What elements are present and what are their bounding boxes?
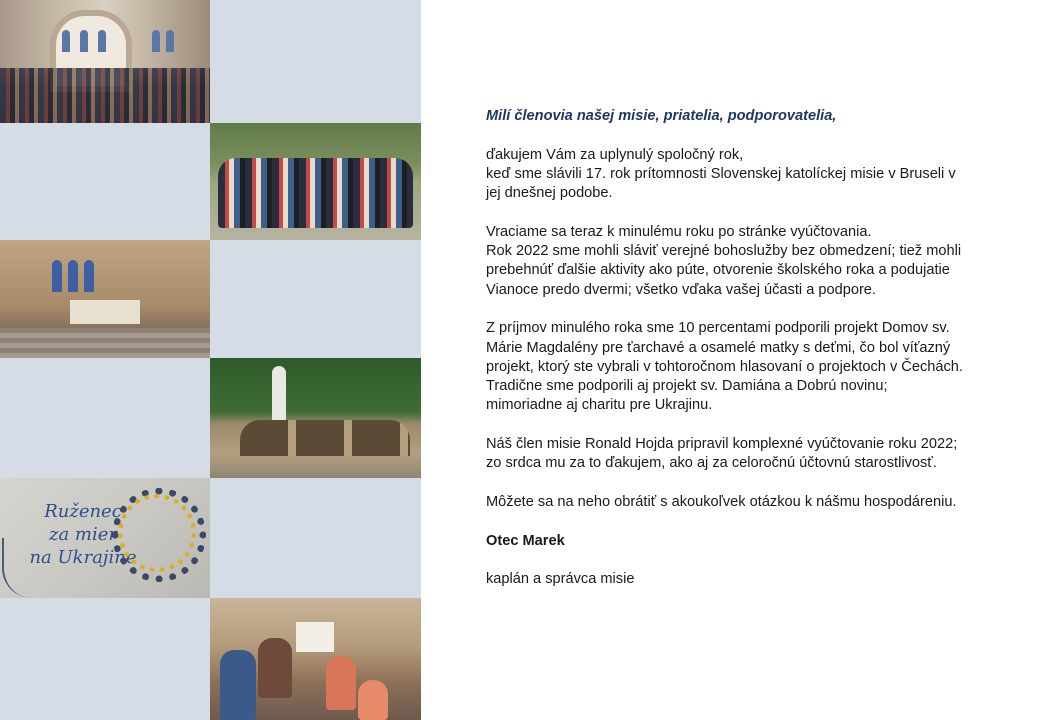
photo-mosaic bbox=[0, 0, 421, 720]
children-activity-photo bbox=[210, 598, 421, 720]
blank-tile bbox=[0, 358, 210, 478]
group-photo bbox=[210, 123, 421, 240]
rosary-card-text: Ruženec za mier na Ukrajine bbox=[29, 501, 137, 568]
church-altar-photo bbox=[0, 240, 210, 358]
paragraph-contact: Môžete sa na neho obrátiť s akoukoľvek otázkou k nášmu hospodáreniu. bbox=[486, 493, 957, 510]
greeting: Milí členovia našej misie, priatelia, podporovatelia, bbox=[486, 108, 837, 124]
marian-grotto-photo bbox=[210, 358, 421, 478]
paragraph-thanks: ďakujem Vám za uplynulý spoločný rok, keď sme slávili 17. rok prítomnosti Slovenskej katolíckej misie v Bruseli v jej dnešnej podobe. bbox=[486, 146, 956, 202]
church-congregation-photo bbox=[0, 0, 210, 123]
paragraph-projects: Z príjmov minulého roka sme 10 percentami podporili projekt Domov sv. Márie Magdalény pre ťarchavé a osamelé matky s deťmi, čo bol víťazný projekt, ktorý ste vybrali v tohtoročnom hlasovaní o projektoch v Čechách. Tradične sme podporili aj projekt sv. Damiána a Dobrú novinu; mimoriadne aj charitu pre Ukrajinu. bbox=[486, 320, 963, 414]
blank-tile bbox=[0, 598, 210, 720]
blank-tile bbox=[210, 240, 421, 358]
paragraph-accounting: Vraciame sa teraz k minulému roku po stránke vyúčtovania. Rok 2022 sme mohli sláviť verejné bohoslužby bez obmedzení; tiež mohli prebehnúť ďalšie aktivity ako púte, otvorenie školského roka a podujatie Vianoce predo dvermi; všetko vďaka vašej účasti a podpore. bbox=[486, 223, 962, 298]
blank-tile bbox=[0, 123, 210, 240]
rosary-for-ukraine-photo bbox=[0, 478, 210, 598]
signature-title: kaplán a správca misie bbox=[486, 571, 635, 588]
letter-text bbox=[486, 107, 966, 609]
signature-name: Otec Marek bbox=[486, 532, 565, 549]
blank-tile bbox=[210, 478, 421, 598]
blank-tile bbox=[210, 0, 421, 123]
paragraph-treasurer: Náš člen misie Ronald Hojda pripravil komplexné vyúčtovanie roku 2022; zo srdca mu za to ďakujem, ako aj za celoročnú účtovnú starostlivosť. bbox=[486, 436, 958, 472]
